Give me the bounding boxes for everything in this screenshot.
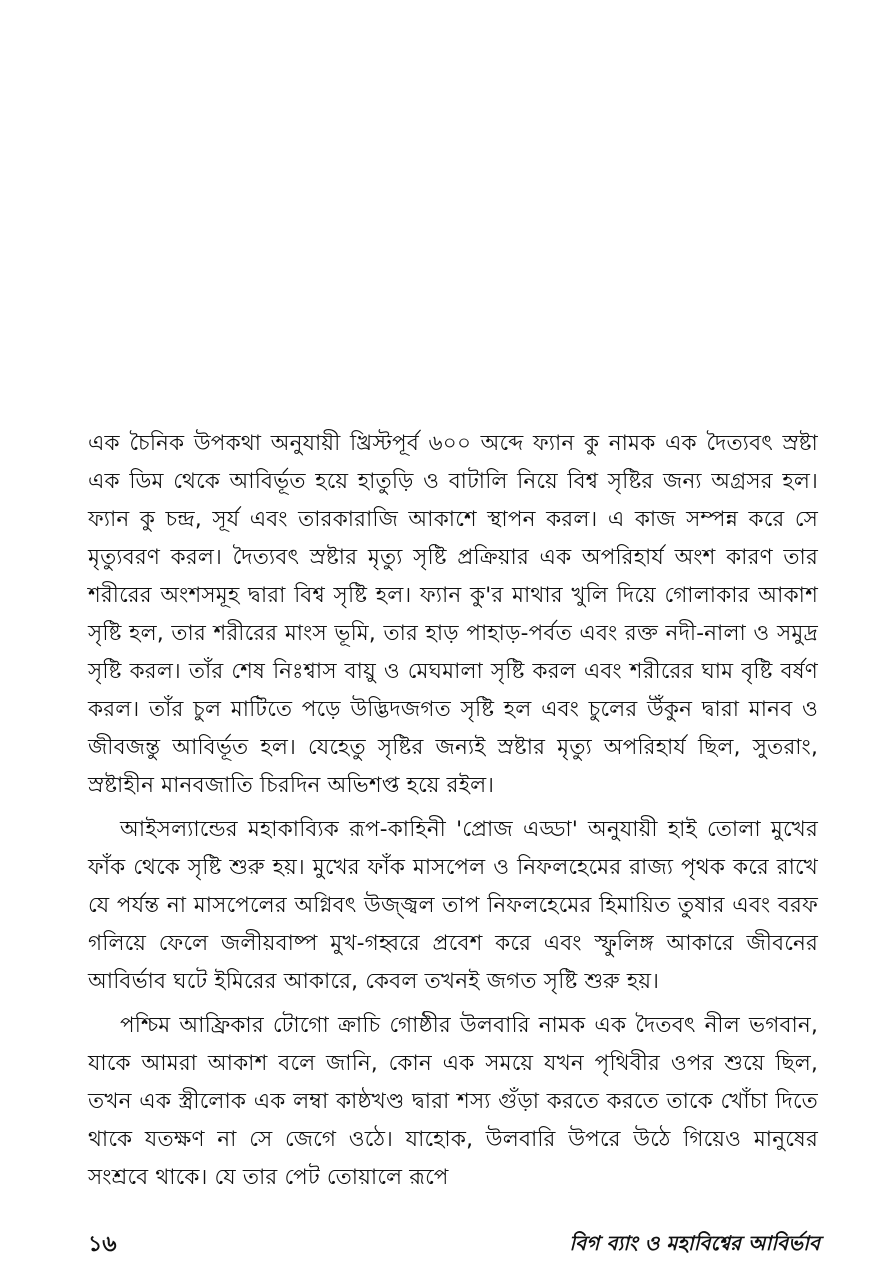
- paragraph-chinese-myth: এক চৈনিক উপকথা অনুযায়ী খ্রিস্টপূর্ব ৬০০ অব্দে ফ্যান কু নামক এক দৈত্যবৎ স্রষ্টা এক ডিম থেকে আবির্ভূত হয়ে হাতুড়ি ও বাটালি নিয়ে বিশ্ব সৃষ্টির জন্য অগ্রসর হল। ফ্যান কু চন্দ্র, সূর্য এবং তারকারাজি আকাশে স্থাপন করল। এ কাজ সম্পন্ন করে সে মৃত্যুবরণ করল। দৈত্যবৎ স্রষ্টার মৃত্যু সৃষ্টি প্রক্রিয়ার এক অপরিহার্য অংশ কারণ তার শরীরের অংশসমূহ দ্বারা বিশ্ব সৃষ্টি হল। ফ্যান কু'র মাথার খুলি দিয়ে গোলাকার আকাশ সৃষ্টি হল, তার শরীরের মাংস ভূমি, তার হাড় পাহাড়-পর্বত এবং রক্ত নদী-নালা ও সমুদ্র সৃষ্টি করল। তাঁর শেষ নিঃশ্বাস বায়ু ও মেঘমালা সৃষ্টি করল এবং শরীরের ঘাম বৃষ্টি বর্ষণ করল। তাঁর চুল মাটিতে পড়ে উদ্ভিদজগত সৃষ্টি হল এবং চুলের উঁকুন দ্বারা মানব ও জীবজন্তু আবির্ভূত হল। যেহেতু সৃষ্টির জন্যই স্রষ্টার মৃত্যু অপরিহার্য ছিল, সুতরাং, স্রষ্টাহীন মানবজাতি চিরদিন অভিশপ্ত হয়ে রইল।: [88, 431, 818, 798]
- page-footer: [88, 1228, 820, 1262]
- page-number: ১৬: [88, 1231, 117, 1257]
- paragraph-icelandic-myth: আইসল্যান্ডের মহাকাব্যিক রূপ-কাহিনী 'প্রোজ এড্ডা' অনুযায়ী হাই তোলা মুখের ফাঁক থেকে সৃষ্টি শুরু হয়। মুখের ফাঁক মাসপেল ও নিফলহেমের রাজ্য পৃথক করে রাখে যে পর্যন্ত না মাসপেলের অগ্নিবৎ উজ্জ্বল তাপ নিফলহেমের হিমায়িত তুষার এবং বরফ গলিয়ে ফেলে জলীয়বাষ্প মুখ-গহ্বরে প্রবেশ করে এবং স্ফুলিঙ্গ আকারে জীবনের আবির্ভাব ঘটে ইমিরের আকারে, কেবল তখনই জগত সৃষ্টি শুরু হয়।: [88, 817, 818, 994]
- paragraph-african-myth: পশ্চিম আফ্রিকার টোগো ক্রাচি গোষ্ঠীর উলবারি নামক এক দৈতবৎ নীল ভগবান, যাকে আমরা আকাশ বলে জানি, কোন এক সময়ে যখন পৃথিবীর ওপর শুয়ে ছিল, তখন এক স্ত্রীলোক এক লম্বা কাষ্ঠখণ্ড দ্বারা শস্য গুঁড়া করতে করতে তাকে খোঁচা দিতে থাকে যতক্ষণ না সে জেগে ওঠে। যাহোক, উলবারি উপরে উঠে গিয়েও মানুষের সংশ্রবে থাকে। যে তার পেট তোয়ালে রূপে: [88, 1013, 818, 1190]
- running-title: বিগ ব্যাং ও মহাবিশ্বের আবির্ভাব: [569, 1230, 820, 1255]
- body-text: [88, 425, 818, 1197]
